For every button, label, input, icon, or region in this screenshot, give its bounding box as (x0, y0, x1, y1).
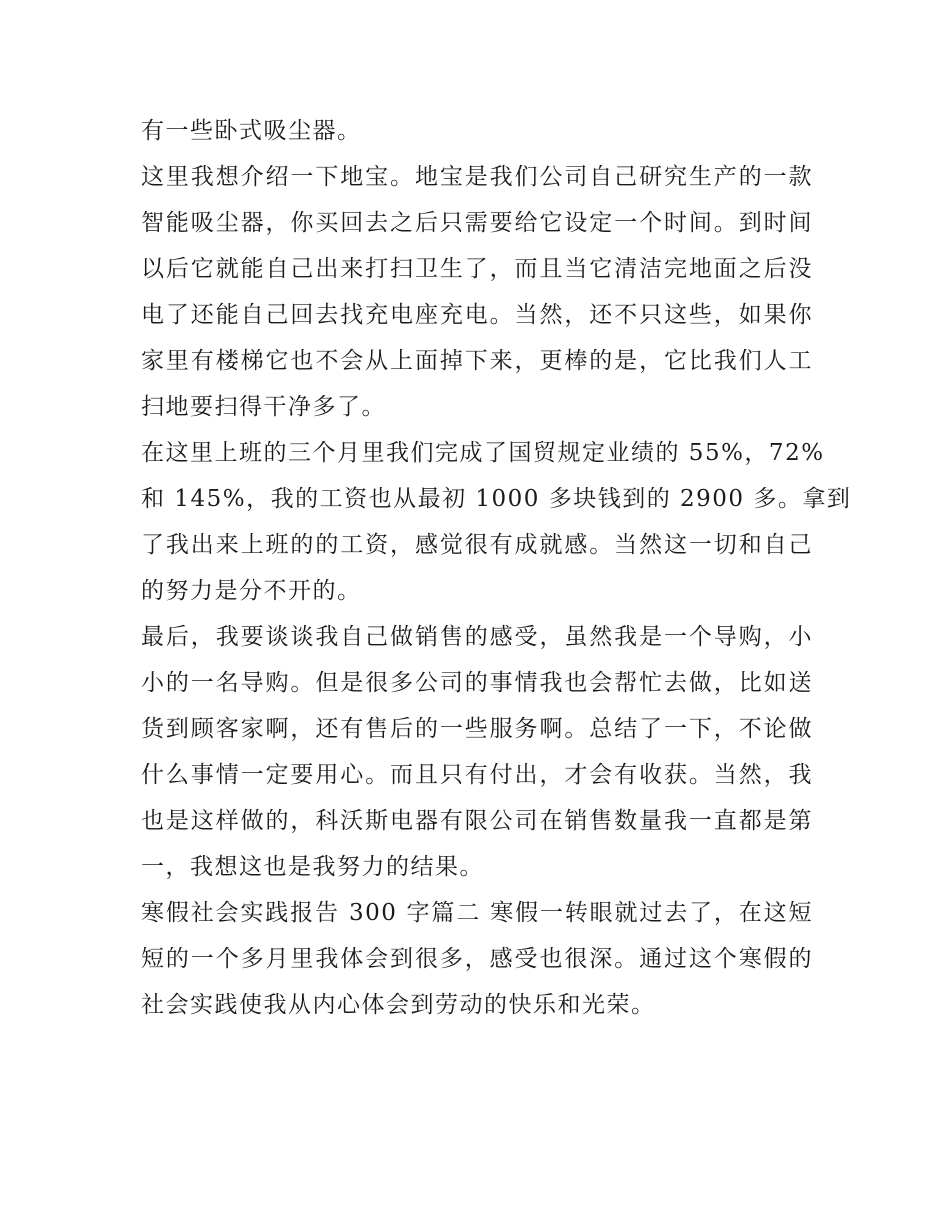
text-line: 电了还能自己回去找充电座充电。当然，还不只这些，如果你 (141, 302, 813, 328)
text-line: 小的一名导购。但是很多公司的事情我也会帮忙去做，比如送 (141, 670, 813, 696)
text-line: 短的一个多月里我体会到很多，感受也很深。通过这个寒假的 (141, 946, 813, 972)
text-line: 和 145%，我的工资也从最初 1000 多块钱到的 2900 多。拿到 (141, 486, 852, 512)
text-line: 有一些卧式吸尘器。 (141, 118, 362, 144)
text-line: 的努力是分不开的。 (141, 578, 362, 604)
text-line: 这里我想介绍一下地宝。地宝是我们公司自己研究生产的一款 (141, 164, 813, 190)
text-line: 了我出来上班的的工资，感觉很有成就感。当然这一切和自己 (141, 532, 813, 558)
text-line: 在这里上班的三个月里我们完成了国贸规定业绩的 55%，72% (141, 440, 825, 466)
document-body (141, 108, 852, 1028)
text-line: 扫地要扫得干净多了。 (141, 394, 386, 420)
text-line: 货到顾客家啊，还有售后的一些服务啊。总结了一下，不论做 (141, 716, 813, 742)
text-line: 以后它就能自己出来打扫卫生了，而且当它清洁完地面之后没 (141, 256, 813, 282)
text-line: 智能吸尘器，你买回去之后只需要给它设定一个时间。到时间 (141, 210, 813, 236)
text-line: 也是这样做的，科沃斯电器有限公司在销售数量我一直都是第 (141, 808, 813, 834)
text-line: 什么事情一定要用心。而且只有付出，才会有收获。当然，我 (141, 762, 813, 788)
text-line: 一，我想这也是我努力的结果。 (141, 854, 484, 880)
text-line: 社会实践使我从内心体会到劳动的快乐和光荣。 (141, 992, 656, 1018)
text-line: 寒假社会实践报告 300 字篇二 寒假一转眼就过去了，在这短 (141, 900, 813, 926)
text-line: 家里有楼梯它也不会从上面掉下来，更棒的是，它比我们人工 (141, 348, 813, 374)
text-line: 最后，我要谈谈我自己做销售的感受，虽然我是一个导购，小 (141, 624, 813, 650)
